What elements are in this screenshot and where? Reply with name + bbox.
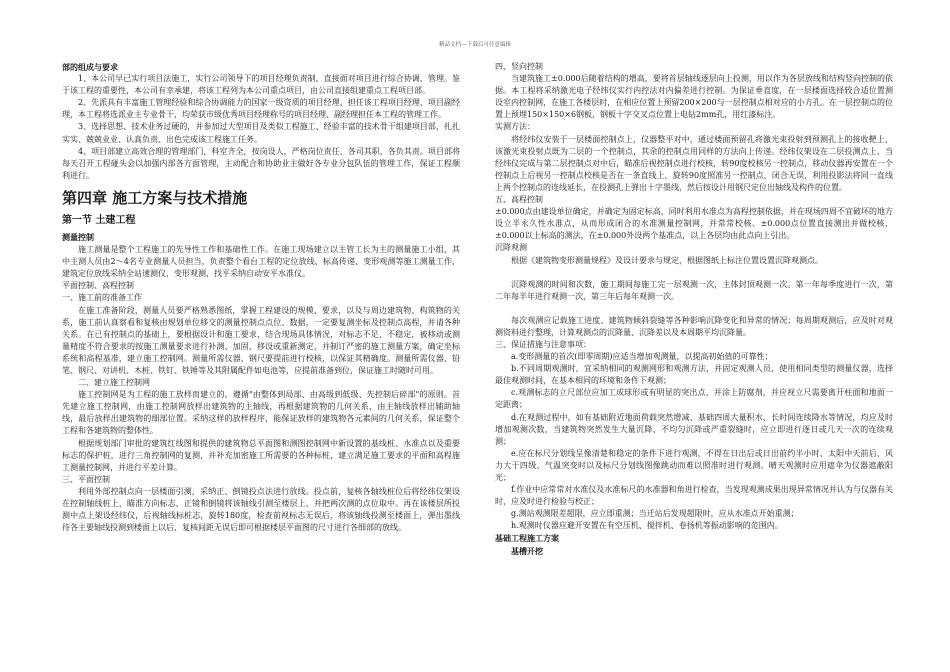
page-header: 精品文档---下载后可任意编辑 <box>439 42 511 48</box>
org-item-2: 2、先派具有丰富施工管理经验和综合协调能力的国家一级资质的项目经理，担任该工程项目经理、项目副经理，本工程将选派业主专业骨干，均荣获市级优秀项目经理称号的项目经理、副经理担任本工程的管理工作。 <box>62 98 460 120</box>
qa-item-g: g.测站观测限差超限，应立即重测；当迁站后发现超限时，应从水准点开始重测； <box>511 509 799 519</box>
right-column <box>495 61 893 557</box>
qa-item-h: h.观测时仪器应避开安置在有空压机、搅拌机、卷扬机等振动影响的范围内。 <box>511 521 783 531</box>
measure-method-heading: 实测方法： <box>495 122 535 132</box>
org-requirements-heading: 部的组成与要求 <box>62 62 118 72</box>
qa-item-e: e.应在标尺分划线呈像清楚和稳定的条件下进行观测，不得在日出后或日出前约半小时、太阳中天前后，风力大于四级、气温突变时以及标尺分划线图像跳动而难以照准时进行观测。晴天观测时应用遮伞为仪器遮蔽阳光； <box>495 448 893 482</box>
left-column <box>62 61 460 534</box>
org-item-3: 3、选择思想、技术业务过硬的，并参加过大型项目及类似工程施工、经验丰富的技术骨干组建项目部，扎扎实实、兢兢业业、认真负责、出色完成该工程施工任务。 <box>62 122 460 144</box>
chapter-title: 第四章 施工方案与技术措施 <box>62 188 248 207</box>
measure-heading: 测量控制 <box>62 232 94 242</box>
settlement-heading: 沉降观测 <box>495 243 527 253</box>
settlement-paragraph-2: 沉降观测的时间和次数，施工期间每施工完一层观测一次，主体封顶观测一次。第一年每季度进行一次，第二年每半年进行观测一次，第三年后每年观测一次。 <box>495 279 893 301</box>
qa-item-c: c.观测标志的立尺部位应加工成球形或有明显的突出点，并涂上防腐剂，并应视立尺需要离开柱面和地面一定距离； <box>495 388 893 410</box>
qa-item-d: d.在观测过程中，如有基础附近地面荷载突然增减、基础四周大量积水、长时间连续降水等情况，均应及时增加观测次数，当建筑物突然发生大量沉降、不均匀沉降或严重裂缝时，应立即进行逐日或几天一次的连续观测； <box>495 412 893 446</box>
settlement-paragraph-3: 每次观测应记载施工进度、建筑物倾斜裂缝等各种影响沉降变化和异常的情况；每周期观测后，应及时对观测资料进行整理，计算观测点的沉降量、沉降差以及本周期平均沉降量。 <box>495 315 893 337</box>
quality-assurance-heading: 三、保证措施与注意事项： <box>495 339 591 349</box>
vertical-control-paragraph: 当建筑施工±0.000后随着结构的增高，要将首层轴线逐层向上投测，用以作为各层放线和结构竖向控制的依据。本工程将采纳激光电子经纬仪实行内控法对内偏差进行控制。为保证垂直度，在一层楼面选择较合适位置测设室内控制网，在施工各楼层时，在相应位置上预留200×200与一层控制点相对应的小方孔。在一层控制点的位置上预埋150×150×6钢板，钢板十字交叉点位置上电钻2mm孔，用红漆标注。 <box>495 74 893 120</box>
qa-item-a: a.变形测量的首次(即零周期)应适当增加观测量，以提高初始值的可靠性； <box>511 352 773 362</box>
prep-heading: 一、施工前的准备工作 <box>62 293 142 303</box>
control-heading: 二、建立施工控制网 <box>78 378 150 388</box>
plane-control-heading: 三、平面控制 <box>62 474 110 484</box>
plane-elev-heading: 平面控制、高程控制 <box>62 281 134 291</box>
settlement-paragraph-1: 根据《建筑物变形测量规程》及设计要求与规定，根据图纸上标注位置设置沉降观测点。 <box>511 255 823 265</box>
org-item-4: 4、项目部建立高效合理的管理部门，科室齐全，按岗设人，严格岗位责任，各司其职，各负其责。项目部将每天召开工程碰头会以加强内部各方面管理，主动配合和协助业主做好各专业分包队伍的管理工作，保证工程顺利进行。 <box>62 146 460 180</box>
control-paragraph-1: 施工控制网是为工程的施工放样而建立的。遵循"由整体到局部、由高级到低级、先控制后碎部"的原则。首先建立施工控制网，由施工控制网放样出建筑物的主轴线，再根据建筑物的几何关系，由主轴线放样出辅助轴线，最后放样出建筑物的细部位置。采纳这样的放样程序，能保证放样的建筑物各元素间的几何关系，保证整个工程和各建筑物的整体性。 <box>62 390 460 436</box>
measure-method-paragraph: 将经纬仪安装于一层楼面控制点上，仪器整平对中，通过楼面预留孔将激光束投射到预测孔上的接收靶上，该激光束投射点既为二层的一个控制点，其余的控制点用同样的方法向上传递。经纬仪架设在二层投测点上，当经纬仪完成与第二层控制点对中后，瞄准后视控制点进行校核，转90度校核另一控制点，移动仪器再安置在一个控制点上后视另一控制点校核是否在一条直线上，旋转90度照准另一控制点，闭合无误，利用投影法将同一直线上两个控制点的连线延长，在投测孔上弹出十字墨线，然后按设计用钢尺定位出轴线及构件的位置。 <box>495 134 893 192</box>
elevation-heading: 五、高程控制 <box>495 195 543 205</box>
section-title: 第一节 土建工程 <box>62 214 136 226</box>
foundation-heading: 基础工程施工方案 <box>495 533 559 544</box>
control-paragraph-2: 根据规划部门审批的建筑红线图和提供的建筑物总平面图和测图控制网中新设置的基线桩、水准点以及重要标志的保护桩，进行三角控制网的复测，并补充加密施工所需要的各种标桩，建立满足施工要求的平面和高程施工测量控制网，并进行平差计算。 <box>62 438 460 472</box>
elevation-paragraph: ±0.000点由建设单位确定，并确定为固定标高，同时利用水准点为高程控制依据，并在现场四周不宜破坏的地方设立半永久性水准点，从而形成闭合的水准测量控制网，并常常校核。±0.000点位置直接测出并做校核，±0.000以上标高的测法，在±0.000外设两个基准点，以上各层均由此点向上引出。 <box>495 207 893 241</box>
org-item-1: 1、本公司早已实行项目法施工，实行公司领导下的项目经理负责制，直接面对项目进行综合协调、管理。鉴于该工程的重要性，本公司有幸承建，将该工程列为本公司重点项目，由公司直接组建重点工程项目部。 <box>62 74 460 96</box>
measure-paragraph: 施工测量是整个工程施工的先导性工作和基础性工作。在施工现场建立以主管工长为主的测量施工小组，其中主测人员由2～4名专业测量人员担当，负责整个看台工程的定位放线、标高传递、变形观测等施工测量工作，建筑定位放线采纳全站速测仪，变形观测，找平采纳自动安平水准仪。 <box>62 245 460 279</box>
plane-control-paragraph: 利用外部控制点向一层楼面引测，采纳正、倒镜投点法进行放线。投点前，复核各轴线桩位后将经纬仪架设在控制轴线桩上，瞄准方向标志，正镜和倒镜将该轴线引测至楼层上，并把两次测的点位取中。再在该楼层所投测中点上架设经纬仪，后视轴线标桩志，旋转180度，检查前视标志无误后，将该轴线投测至楼面上，弹出墨线待各主要轴线投测到楼面上以后，复核间距无误后即可根据楼层平面图的尺寸进行各细部的放线。 <box>62 486 460 533</box>
prep-paragraph: 在施工准备阶段，测量人员要严格熟悉图纸，掌握工程建设的规模、要求，以及与周边建筑物、构筑物的关系，施工前认真察看和复核由规划单位移交的测量控制点点位、数据，一定要复测坐标及控制点高程，并请各种关系。在已有控制点的基础上，要根据设计和施工要求，结合现场具体情况，对标志不足、不稳定，被移动或测量精度不符合要求的按施工测量要求进行补测、加固、移设或重新测定，并制订严密的施工测量方案，确定坐标系统和高程基准，建立施工控制网。测量所需仪器、钢尺要提前进行校核，以保证其精确度。测量所需仪器、铅笔、钢尺、对讲机、木桩、铁钉、铁锤等及其附属配件如电池等，应提前准备到位，保证施工时随时可用。 <box>62 305 460 375</box>
qa-item-b: b.不同周期观测时，宜采纳相同的观测网形和观测方法，并固定观测人员，使用相同类型的测量仪器，选择最佳观测时间，在基本相同的环境和条件下观测； <box>495 364 893 386</box>
vertical-control-heading: 四、竖向控制 <box>495 62 543 71</box>
pit-excavation-heading: 基槽开挖 <box>511 545 543 556</box>
qa-item-f: f.作业中应常常对水准仪及水准标尺的水准器和角进行检查，当发现观测成果出现异常情况并认为与仪器有关时，应及时进行检验与校正； <box>495 485 893 507</box>
